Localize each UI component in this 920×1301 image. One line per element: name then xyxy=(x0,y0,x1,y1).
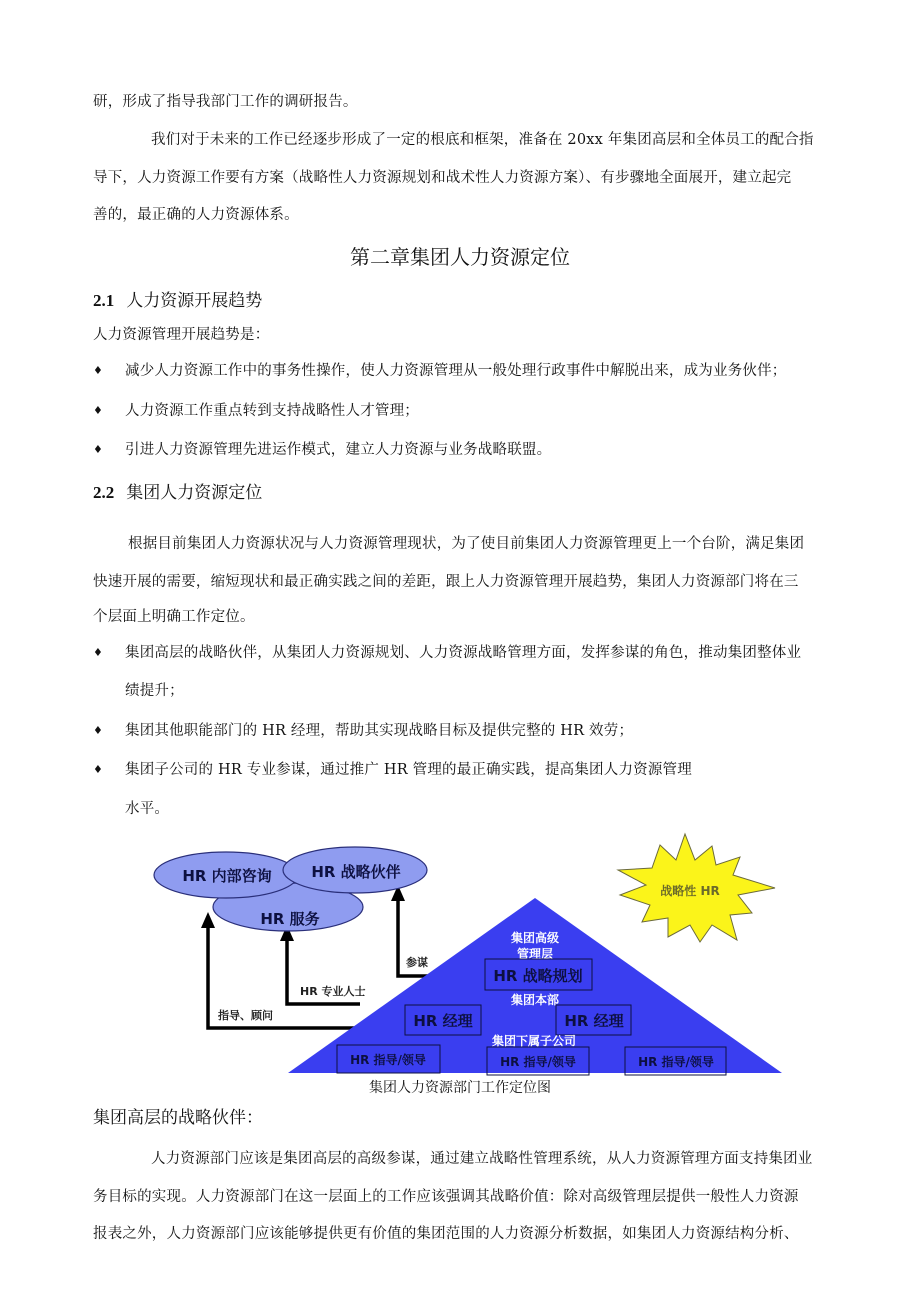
section-title: 人力资源开展趋势 xyxy=(126,291,263,311)
list-item: 集团高层的战略伙伴，从集团人力资源规划、人力资源战略管理方面，发挥参谋的角色，推动集团整体业 xyxy=(125,645,802,661)
list-item-continuation: 水平。 xyxy=(125,801,170,817)
diamond-bullet-icon: ♦ xyxy=(93,404,103,417)
pyramid-level-label: 集团下属子公司 xyxy=(491,1034,577,1048)
ellipse-label: HR 服务 xyxy=(260,910,320,928)
star-label: 战略性 HR xyxy=(660,884,720,898)
figure-caption: 集团人力资源部门工作定位图 xyxy=(369,1080,551,1096)
section-heading-2-1 xyxy=(93,290,262,312)
box-label: HR 经理 xyxy=(564,1012,624,1030)
paragraph-line: 报表之外，人力资源部门应该能够提供更有价值的集团范围的人力资源分析数据，如集团人力资源结构分析、 xyxy=(93,1226,799,1242)
ellipse-label: HR 内部咨询 xyxy=(182,867,272,885)
arrow-label-specialist: HR 专业人士 xyxy=(300,985,366,998)
list-item: 集团其他职能部门的 HR 经理，帮助其实现战略目标及提供完整的 HR 效劳； xyxy=(125,723,634,739)
section-lead: 人力资源管理开展趋势是： xyxy=(93,327,270,343)
intro-paragraph-line: 我们对于未来的工作已经逐步形成了一定的根底和框架，准备在 20xx 年集团高层和全体员工的配合指 xyxy=(151,132,814,148)
diamond-bullet-icon: ♦ xyxy=(93,443,103,456)
paragraph-line: 快速开展的需要，缩短现状和最正确实践之间的差距，跟上人力资源管理开展趋势，集团人力资源部门将在三 xyxy=(93,574,799,590)
section-number: 2.1 xyxy=(93,291,115,310)
paragraph-line: 根据目前集团人力资源状况与人力资源管理现状，为了使目前集团人力资源管理更上一个台阶，满足集团 xyxy=(128,536,805,552)
list-item: 人力资源工作重点转到支持战略性人才管理； xyxy=(125,403,419,419)
list-item: 引进人力资源管理先进运作模式，建立人力资源与业务战略联盟。 xyxy=(125,442,552,458)
section-heading-2-2 xyxy=(93,482,262,504)
pyramid-level-label: 管理层 xyxy=(516,947,554,961)
intro-paragraph-line: 善的，最正确的人力资源体系。 xyxy=(93,207,299,223)
paragraph-line: 人力资源部门应该是集团高层的高级参谋，通过建立战略性管理系统，从人力资源管理方面支持集团业 xyxy=(151,1151,813,1167)
section-title: 集团人力资源定位 xyxy=(126,483,263,503)
arrow-label-guidance: 指导、顾问 xyxy=(218,1009,273,1022)
list-item: 减少人力资源工作中的事务性操作，使人力资源管理从一般处理行政事件中解脱出来，成为业务伙伴； xyxy=(125,363,787,379)
intro-paragraph-line: 导下，人力资源工作要有方案（战略性人力资源规划和战术性人力资源方案）、有步骤地全面展开，建立起完 xyxy=(93,170,792,186)
list-item: 集团子公司的 HR 专业参谋，通过推广 HR 管理的最正确实践，提高集团人力资源管理 xyxy=(125,762,692,778)
hr-positioning-diagram xyxy=(140,830,790,1080)
section-number: 2.2 xyxy=(93,483,115,502)
ellipse-label: HR 战略伙伴 xyxy=(311,863,401,881)
pyramid-level-label: 集团高级 xyxy=(510,931,560,945)
chapter-title: 第二章集团人力资源定位 xyxy=(350,245,570,269)
intro-text-line: 研，形成了指导我部门工作的调研报告。 xyxy=(93,94,358,110)
list-item-continuation: 绩提升； xyxy=(125,683,184,699)
diamond-bullet-icon: ♦ xyxy=(93,724,103,737)
subsection-heading: 集团高层的战略伙伴： xyxy=(93,1108,263,1128)
arrow-label-advisor: 参谋 xyxy=(406,956,428,969)
box-label: HR 指导/领导 xyxy=(350,1053,426,1067)
box-label: HR 经理 xyxy=(413,1012,473,1030)
paragraph-line: 个层面上明确工作定位。 xyxy=(93,609,255,625)
box-label: HR 指导/领导 xyxy=(500,1055,576,1069)
diamond-bullet-icon: ♦ xyxy=(93,646,103,659)
box-label: HR 战略规划 xyxy=(493,967,583,985)
diamond-bullet-icon: ♦ xyxy=(93,763,103,776)
box-label: HR 指导/领导 xyxy=(638,1055,714,1069)
pyramid-level-label: 集团本部 xyxy=(510,993,560,1007)
paragraph-line: 务目标的实现。人力资源部门在这一层面上的工作应该强调其战略价值：除对高级管理层提供一般性人力资源 xyxy=(93,1189,799,1205)
diamond-bullet-icon: ♦ xyxy=(93,364,103,377)
